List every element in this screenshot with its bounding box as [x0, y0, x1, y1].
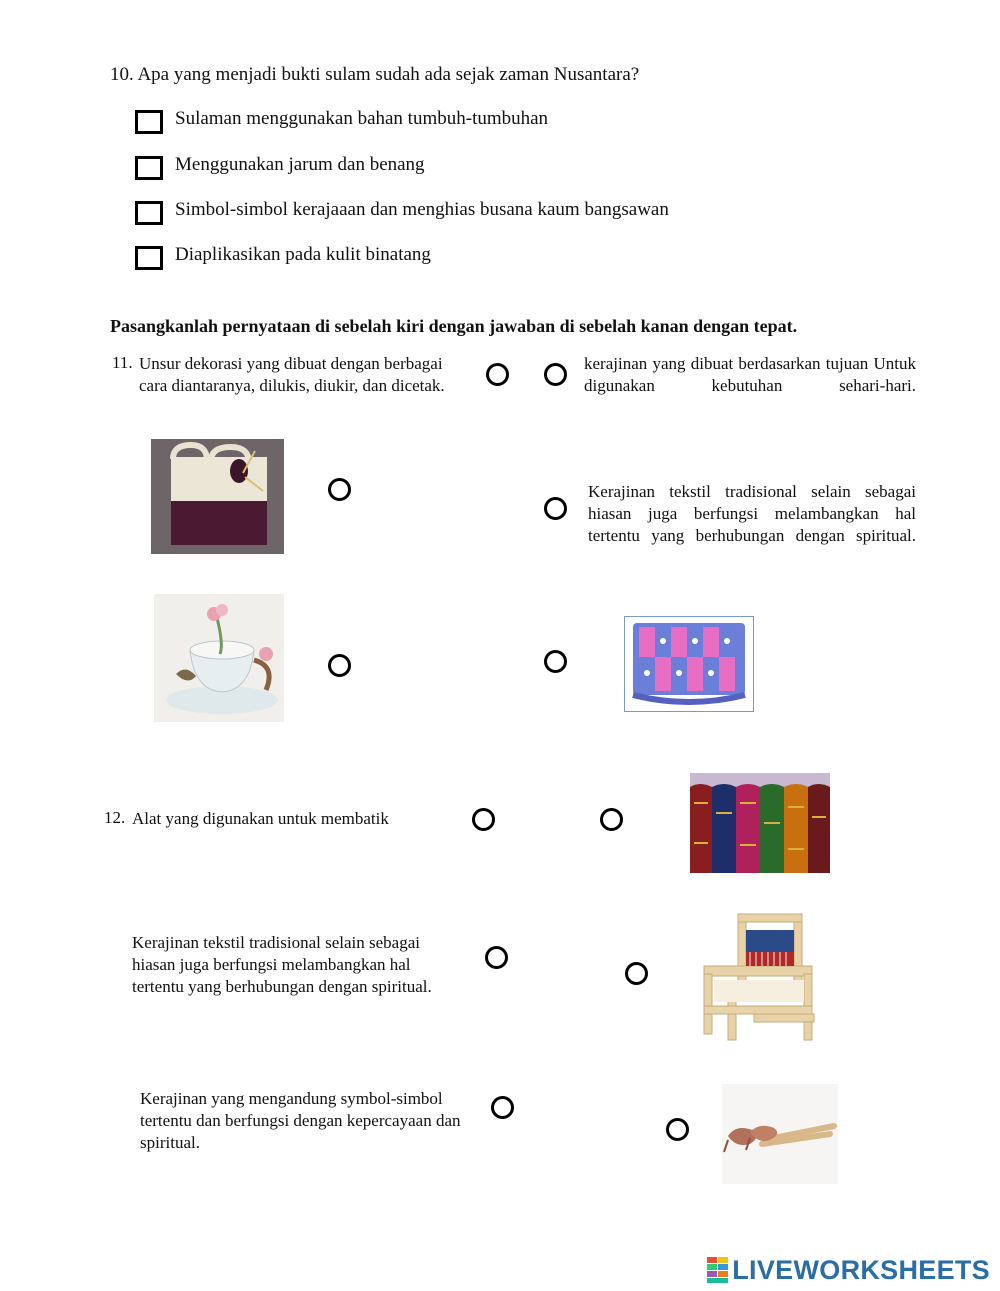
q11-left-match-dot[interactable] — [486, 363, 509, 386]
q11-right-match-dot-3[interactable] — [544, 650, 567, 673]
liveworksheets-brand: LIVEWORKSHEETS — [732, 1254, 990, 1285]
q11-image-match-dot-1[interactable] — [328, 478, 351, 501]
q11-right-answer-1: kerajinan yang dibuat berdasarkan tujuan Untuk digunakan kebutuhan sehari-hari. — [584, 354, 916, 395]
knit-bag-image — [151, 439, 284, 554]
weaving-loom-image — [694, 910, 832, 1050]
q12-right-match-dot-2[interactable] — [625, 962, 648, 985]
songket-fabrics-image — [690, 773, 830, 873]
q10-checkbox-1[interactable] — [135, 110, 163, 134]
matching-instruction: Pasangkanlah pernyataan di sebelah kiri dengan jawaban di sebelah kanan dengan tepat. — [110, 316, 798, 336]
teacup-image — [154, 594, 284, 722]
q11-right-match-dot-2[interactable] — [544, 497, 567, 520]
q11-right-match-dot-1[interactable] — [544, 363, 567, 386]
liveworksheets-logo — [707, 1254, 990, 1286]
liveworksheets-logo-icon — [707, 1257, 729, 1283]
q12-left-statement-1: Alat yang digunakan untuk membatik — [132, 809, 389, 828]
q10-option-label: Sulaman menggunakan bahan tumbuh-tumbuhan — [175, 108, 549, 129]
q11-left-statement: Unsur dekorasi yang dibuat dengan berbagai cara diantaranya, dilukis, diukir, dan dicetak. — [139, 354, 445, 395]
q12-left-match-dot-3[interactable] — [491, 1096, 514, 1119]
q12-left-match-dot-1[interactable] — [472, 808, 495, 831]
q10-option-label: Diaplikasikan pada kulit binatang — [175, 244, 431, 265]
question-10-title: 10. Apa yang menjadi bukti sulam sudah ada sejak zaman Nusantara? — [110, 64, 640, 85]
q12-left-match-dot-2[interactable] — [485, 946, 508, 969]
q10-checkbox-2[interactable] — [135, 156, 163, 180]
q10-checkbox-4[interactable] — [135, 246, 163, 270]
embroidered-bag-image — [624, 616, 754, 712]
canting-tool-image — [722, 1084, 838, 1184]
question-11-number: 11. — [112, 353, 133, 372]
q10-option-label: Menggunakan jarum dan benang — [175, 154, 425, 175]
q12-right-match-dot-1[interactable] — [600, 808, 623, 831]
q12-left-statement-3: Kerajinan yang mengandung symbol-simbol tertentu dan berfungsi dengan kepercayaan dan spiritual. — [140, 1089, 461, 1152]
q11-right-answer-2: Kerajinan tekstil tradisional selain sebagai hiasan juga berfungsi melambangkan hal tertentu yang berhubungan dengan spiritual. — [588, 482, 916, 545]
q12-right-match-dot-3[interactable] — [666, 1118, 689, 1141]
q12-left-statement-2: Kerajinan tekstil tradisional selain sebagai hiasan juga berfungsi melambangkan hal tertentu yang berhubungan dengan spiritual. — [132, 933, 432, 996]
q10-option-label: Simbol-simbol kerajaaan dan menghias busana kaum bangsawan — [175, 199, 669, 220]
question-12-number: 12. — [104, 808, 126, 827]
q10-checkbox-3[interactable] — [135, 201, 163, 225]
q11-image-match-dot-2[interactable] — [328, 654, 351, 677]
